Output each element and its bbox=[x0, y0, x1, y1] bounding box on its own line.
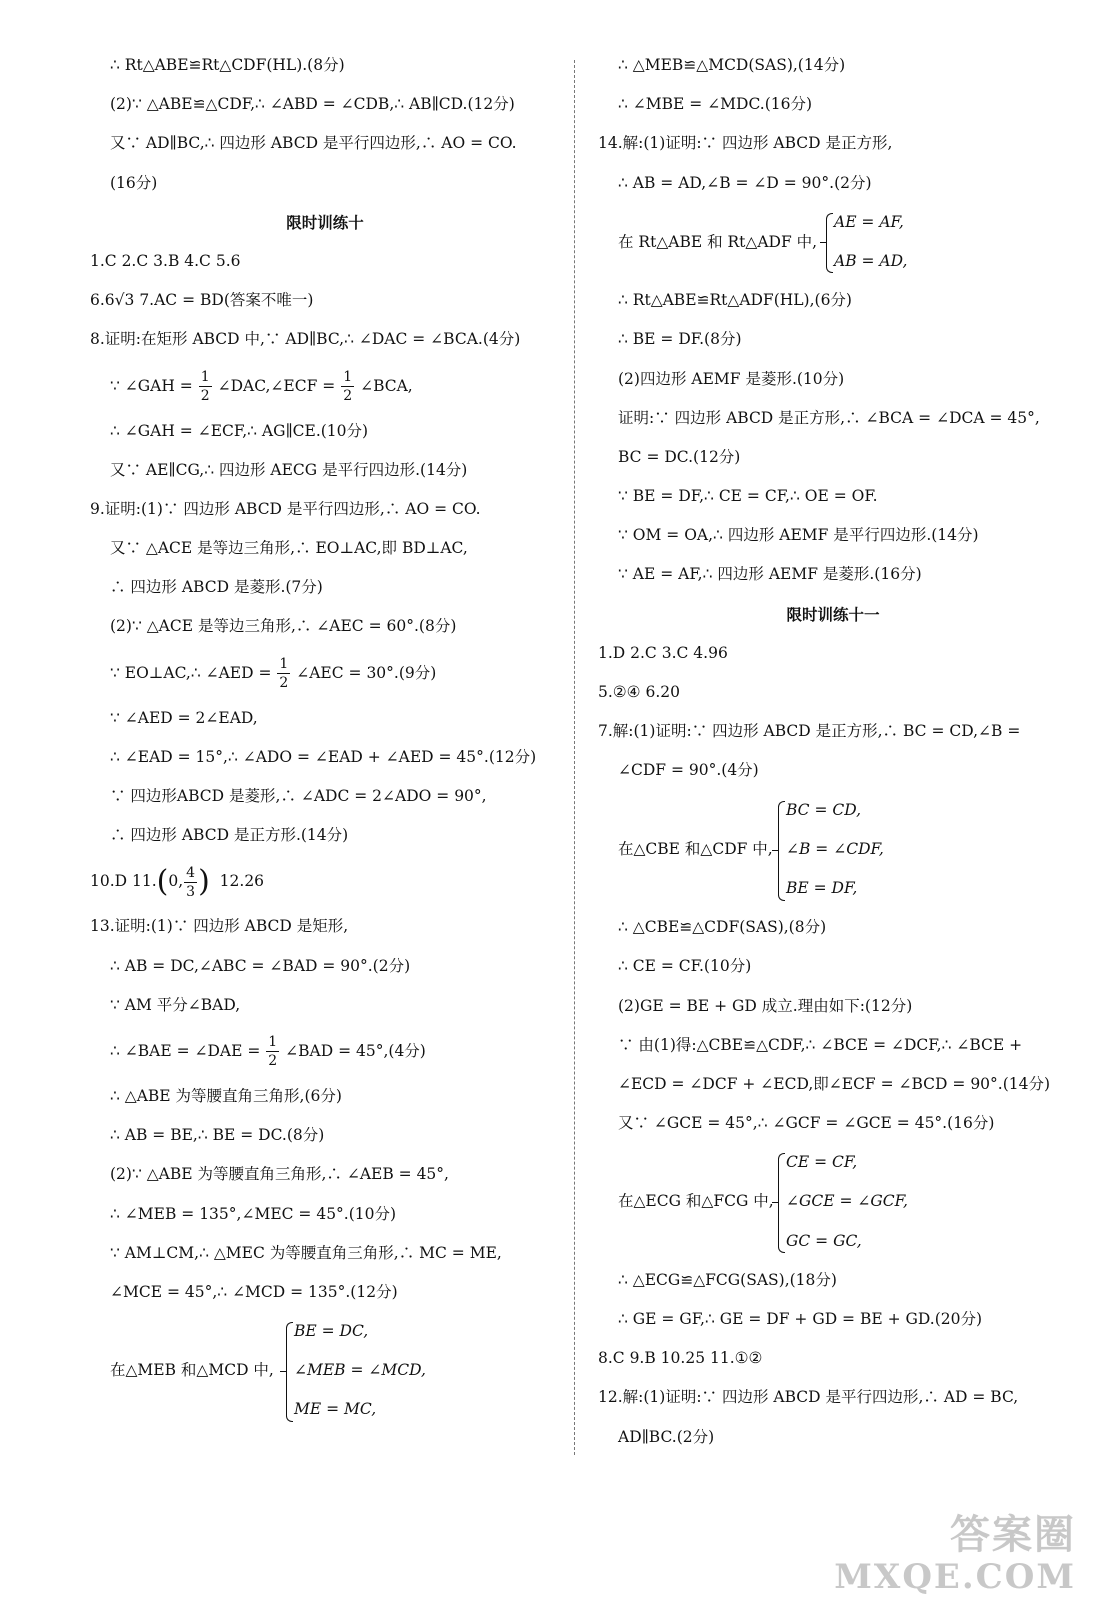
answer-line: 1.D 2.C 3.C 4.96 bbox=[598, 643, 728, 662]
system-item: ∠MEB = ∠MCD, bbox=[294, 1361, 426, 1380]
line-with-fraction: ∵ EO⊥AC,∴ ∠AED = $\frac{1}{2}$ ∠AEC = 30°.(9分) bbox=[110, 656, 437, 692]
line: (2)∵ △ABE≌△CDF,∴ ∠ABD = ∠CDB,∴ AB∥CD.(12分) bbox=[110, 95, 515, 114]
system-item: ∠B = ∠CDF, bbox=[786, 839, 884, 858]
system-item: BE = DF, bbox=[786, 878, 858, 897]
line: ∴ AB = BE,∴ BE = DC.(8分) bbox=[110, 1126, 325, 1145]
answer-line: 1.C 2.C 3.B 4.C 5.6 bbox=[90, 251, 241, 270]
line: 又∵ AD∥BC,∴ 四边形 ABCD 是平行四边形,∴ AO = CO. bbox=[110, 134, 517, 153]
left-brace bbox=[778, 801, 785, 901]
line: 14.解:(1)证明:∵ 四边形 ABCD 是正方形, bbox=[598, 134, 893, 153]
left-brace bbox=[778, 1153, 785, 1253]
line: ∠CDF = 90°.(4分) bbox=[618, 761, 759, 780]
line: ∵ BE = DF,∴ CE = CF,∴ OE = OF. bbox=[618, 487, 878, 506]
line: ∴ ∠MEB = 135°,∠MEC = 45°.(10分) bbox=[110, 1204, 397, 1223]
watermark-logo: 答案圈 MXQE.COM bbox=[834, 1511, 1076, 1597]
fraction-one-half: $\frac{1}{2}$ bbox=[268, 1034, 278, 1070]
line: (2)四边形 AEMF 是菱形.(10分) bbox=[618, 369, 845, 388]
line: ∴ 四边形 ABCD 是正方形.(14分) bbox=[110, 826, 349, 845]
column-divider bbox=[574, 60, 575, 1455]
line-with-fractions: ∵ ∠GAH = $\frac{1}{2}$ ∠DAC,∠ECF = $\frac{1}{2}$ ∠BCA, bbox=[110, 369, 413, 404]
fraction-one-half: $\frac{1}{2}$ bbox=[279, 656, 289, 692]
line: ∵ ∠AED = 2∠EAD, bbox=[110, 708, 258, 727]
line: 13.证明:(1)∵ 四边形 ABCD 是矩形, bbox=[90, 917, 349, 936]
equation-system: 在△MEB 和△MCD 中, BE = DC, ∠MEB = ∠MCD, ME = MC, bbox=[90, 1312, 560, 1430]
line: ∴ △MEB≌△MCD(SAS),(14分) bbox=[618, 56, 846, 74]
equation-system: 在 Rt△ABE 和 Rt△ADF 中, AE = AF, AB = AD, bbox=[598, 203, 1068, 281]
line: AD∥BC.(2分) bbox=[618, 1427, 715, 1446]
system-item: AE = AF, bbox=[834, 212, 904, 231]
system-item: CE = CF, bbox=[786, 1153, 858, 1172]
system-item: BC = CD, bbox=[786, 800, 862, 819]
line: ∵ OM = OA,∴ 四边形 AEMF 是平行四边形.(14分) bbox=[618, 526, 979, 545]
answer-line: 6.6√3 7.AC = BD(答案不唯一) bbox=[90, 291, 314, 310]
line: 又∵ ∠GCE = 45°,∴ ∠GCF = ∠GCE = 45°.(16分) bbox=[618, 1114, 995, 1133]
line: (2)GE = BE + GD 成立.理由如下:(12分) bbox=[618, 996, 913, 1015]
line: (2)∵ △ABE 为等腰直角三角形,∴ ∠AEB = 45°, bbox=[110, 1165, 449, 1184]
section-title-10: 限时训练十 bbox=[286, 212, 364, 232]
line: ∠MCE = 45°,∴ ∠MCD = 135°.(12分) bbox=[110, 1282, 398, 1301]
fraction-one-half: $\frac{1}{2}$ bbox=[343, 369, 353, 404]
system-item: ∠GCE = ∠GCF, bbox=[786, 1192, 908, 1211]
line: ∴ Rt△ABE≌Rt△ADF(HL),(6分) bbox=[618, 291, 852, 310]
left-brace bbox=[286, 1322, 293, 1422]
line: ∴ AB = DC,∠ABC = ∠BAD = 90°.(2分) bbox=[110, 956, 411, 975]
line: ∴ CE = CF.(10分) bbox=[618, 957, 752, 976]
section-title-11: 限时训练十一 bbox=[786, 604, 880, 624]
equation-system: 在△CBE 和△CDF 中, BC = CD, ∠B = ∠CDF, BE = DF, bbox=[598, 791, 1068, 909]
fraction-four-thirds: $\frac{4}{3}$ bbox=[186, 864, 196, 900]
line: ∠ECD = ∠DCF + ∠ECD,即∠ECF = ∠BCD = 90°.(14分) bbox=[618, 1074, 1051, 1093]
line: ∴ △ABE 为等腰直角三角形,(6分) bbox=[110, 1086, 342, 1105]
line: 12.解:(1)证明:∵ 四边形 ABCD 是平行四边形,∴ AD = BC, bbox=[598, 1388, 1019, 1407]
line: 9.证明:(1)∵ 四边形 ABCD 是平行四边形,∴ AO = CO. bbox=[90, 499, 481, 518]
line: 又∵ △ACE 是等边三角形,∴ EO⊥AC,即 BD⊥AC, bbox=[110, 539, 468, 558]
line: BC = DC.(12分) bbox=[618, 447, 741, 466]
answer-line: 8.C 9.B 10.25 11.①② bbox=[598, 1349, 763, 1368]
right-column bbox=[598, 46, 1068, 1457]
equation-system: 在△ECG 和△FCG 中, CE = CF, ∠GCE = ∠GCF, GC = GC, bbox=[598, 1143, 1068, 1261]
line: ∵ 四边形ABCD 是菱形,∴ ∠ADC = 2∠ADO = 90°, bbox=[110, 787, 487, 805]
line: ∵ AM⊥CM,∴ △MEC 为等腰直角三角形,∴ MC = ME, bbox=[110, 1243, 502, 1262]
answer-line: 5.②④ 6.20 bbox=[598, 683, 681, 702]
system-item: BE = DC, bbox=[294, 1322, 369, 1341]
line: 7.解:(1)证明:∵ 四边形 ABCD 是正方形,∴ BC = CD,∠B = bbox=[598, 722, 1021, 741]
line: (16分) bbox=[110, 173, 158, 192]
line: (2)∵ △ACE 是等边三角形,∴ ∠AEC = 60°.(8分) bbox=[110, 617, 457, 636]
line: 证明:∵ 四边形 ABCD 是正方形,∴ ∠BCA = ∠DCA = 45°, bbox=[618, 408, 1040, 427]
line: ∵ 由(1)得:△CBE≌△CDF,∴ ∠BCE = ∠DCF,∴ ∠BCE + bbox=[618, 1035, 1023, 1054]
line: ∴ ∠MBE = ∠MDC.(16分) bbox=[618, 95, 813, 114]
line: ∴ Rt△ABE≌Rt△CDF(HL).(8分) bbox=[110, 56, 345, 74]
line: ∴ △CBE≌△CDF(SAS),(8分) bbox=[618, 918, 827, 937]
line: ∵ AM 平分∠BAD, bbox=[110, 995, 241, 1014]
system-item: ME = MC, bbox=[294, 1400, 377, 1419]
system-item: GC = GC, bbox=[786, 1231, 862, 1250]
line: ∴ BE = DF.(8分) bbox=[618, 330, 742, 349]
line-with-fraction: ∴ ∠BAE = ∠DAE = $\frac{1}{2}$ ∠BAD = 45°,(4分) bbox=[110, 1034, 426, 1070]
line: ∴ ∠GAH = ∠ECF,∴ AG∥CE.(10分) bbox=[110, 421, 369, 440]
left-brace bbox=[826, 213, 833, 273]
line: ∴ GE = GF,∴ GE = DF + GD = BE + GD.(20分) bbox=[618, 1310, 983, 1329]
line: ∵ AE = AF,∴ 四边形 AEMF 是菱形.(16分) bbox=[618, 565, 922, 584]
left-column bbox=[90, 46, 560, 1430]
line: ∴ AB = AD,∠B = ∠D = 90°.(2分) bbox=[618, 173, 872, 192]
line: 又∵ AE∥CG,∴ 四边形 AECG 是平行四边形.(14分) bbox=[110, 460, 468, 479]
answer-line-with-coordinate: 10.D 11.(0, $\frac{4}{3}$ ) 12.26 bbox=[90, 864, 265, 900]
line: ∴ 四边形 ABCD 是菱形.(7分) bbox=[110, 578, 323, 597]
line: ∴ △ECG≌△FCG(SAS),(18分) bbox=[618, 1270, 837, 1289]
line: 8.证明:在矩形 ABCD 中,∵ AD∥BC,∴ ∠DAC = ∠BCA.(4分) bbox=[90, 330, 521, 349]
fraction-one-half: $\frac{1}{2}$ bbox=[200, 369, 210, 404]
system-item: AB = AD, bbox=[834, 251, 908, 270]
line: ∴ ∠EAD = 15°,∴ ∠ADO = ∠EAD + ∠AED = 45°.(12分) bbox=[110, 747, 537, 766]
